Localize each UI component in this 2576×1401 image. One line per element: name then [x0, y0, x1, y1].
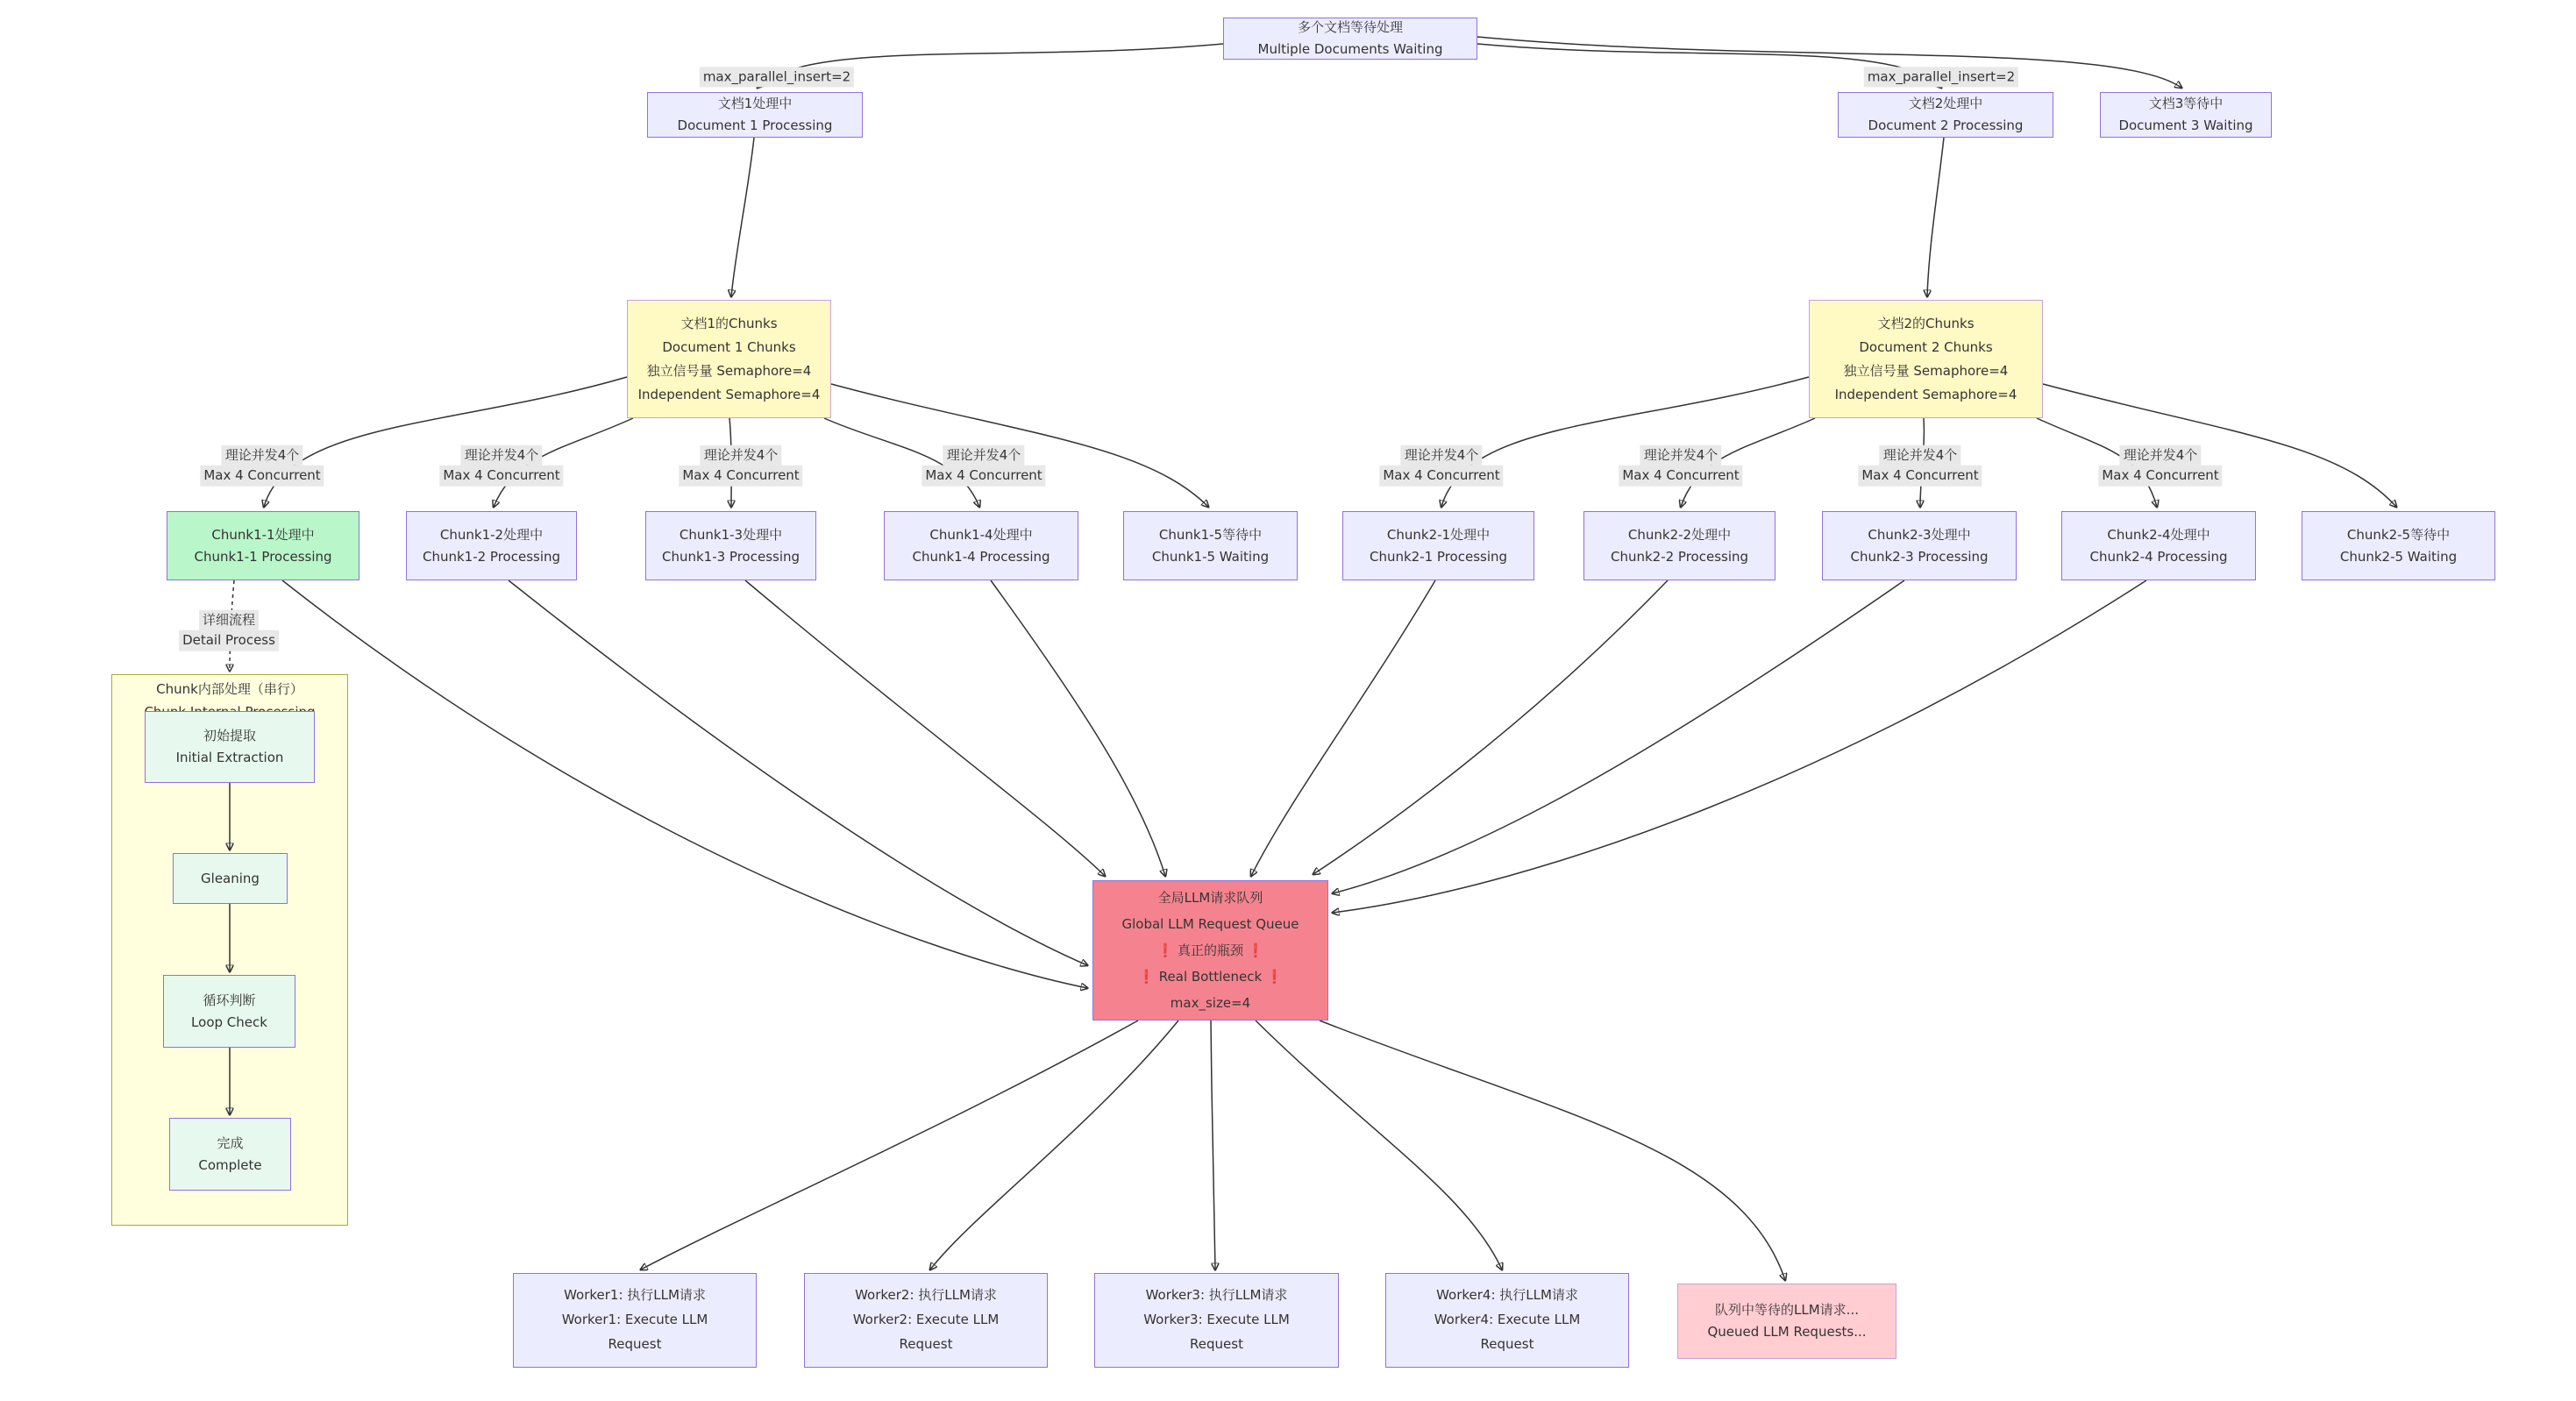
- edge-c22-queue: [1313, 580, 1668, 874]
- node-line: Document 2 Chunks: [1859, 338, 1993, 355]
- edge-label-line: 理论并发4个: [2120, 445, 2202, 466]
- edge-c21-queue: [1251, 580, 1435, 876]
- edge-label-line: 详细流程: [199, 610, 259, 630]
- node-worker2: [804, 1273, 1048, 1368]
- node-loop-check: [163, 975, 295, 1048]
- node-line: 文档3等待中: [2148, 96, 2224, 112]
- edge-label-line: Max 4 Concurrent: [200, 466, 324, 486]
- node-line: Queued LLM Requests...: [1707, 1324, 1867, 1340]
- node-line: Worker2: Execute LLM: [852, 1312, 1000, 1328]
- node-line: Multiple Documents Waiting: [1257, 41, 1443, 57]
- node-line: 文档2处理中: [1908, 96, 1983, 112]
- edge-label-lbl-conc-23: [1858, 445, 1982, 487]
- edge-label-lbl-max2: [1864, 67, 2018, 87]
- node-line: 独立信号量 Semaphore=4: [646, 362, 812, 379]
- node-c11: [167, 511, 359, 580]
- node-line: Document 2 Processing: [1868, 117, 2024, 133]
- edge-label-line: Max 4 Concurrent: [922, 466, 1045, 486]
- node-line: Chunk1-4 Processing: [912, 548, 1050, 565]
- node-line: Chunk1-1 Processing: [194, 548, 332, 565]
- node-line: max_size=4: [1170, 995, 1251, 1011]
- edge-label-lbl-max1: [700, 67, 854, 87]
- node-line: Chunk1-1处理中: [211, 526, 315, 543]
- node-line: Loop Check: [191, 1013, 267, 1030]
- node-line: Chunk1-3 Processing: [661, 548, 801, 565]
- node-line: Complete: [198, 1156, 262, 1173]
- node-line: Chunk1-3处理中: [679, 526, 783, 543]
- edge-label-line: 理论并发4个: [461, 445, 543, 466]
- edges-group: [230, 37, 2396, 1280]
- node-line: Worker1: 执行LLM请求: [564, 1287, 706, 1304]
- edge-label-line: Max 4 Concurrent: [1379, 466, 1503, 486]
- edge-label-line: Max 4 Concurrent: [1619, 466, 1742, 486]
- node-c15: [1123, 511, 1298, 580]
- node-line: Chunk2-1处理中: [1386, 526, 1491, 543]
- node-line: Chunk2-5 Waiting: [2339, 548, 2458, 565]
- edge-c24-queue: [1333, 580, 2146, 913]
- node-line: Worker2: 执行LLM请求: [855, 1287, 997, 1304]
- node-line: 文档1处理中: [717, 96, 793, 112]
- edge-label-lbl-conc-14: [922, 445, 1045, 487]
- node-line: 独立信号量 Semaphore=4: [1843, 362, 2009, 379]
- node-line: 多个文档等待处理: [1297, 19, 1403, 36]
- node-chunks2: [1809, 300, 2043, 418]
- edge-label-lbl-conc-21: [1379, 445, 1503, 487]
- edge-c14-queue: [991, 580, 1165, 876]
- node-c12: [406, 511, 577, 580]
- node-line: Chunk2-3处理中: [1868, 526, 1971, 543]
- node-line: Chunk2-2 Processing: [1610, 548, 1749, 565]
- node-line: 循环判断: [203, 992, 256, 1008]
- node-line: Document 3 Waiting: [2118, 117, 2253, 133]
- node-line: Initial Extraction: [175, 750, 284, 765]
- edge-label-line: Max 4 Concurrent: [1858, 466, 1982, 486]
- edge-doc2-chunks2: [1927, 138, 1944, 296]
- node-c13: [645, 511, 816, 580]
- node-doc2: [1838, 92, 2053, 138]
- node-line: ❗ Real Bottleneck ❗: [1138, 969, 1283, 985]
- node-line: Worker4: 执行LLM请求: [1436, 1287, 1578, 1304]
- node-chunks1: [627, 300, 831, 418]
- node-line: Chunk2-5等待中: [2346, 526, 2451, 543]
- edge-c13-queue: [745, 580, 1105, 876]
- node-line: Chunk2-3 Processing: [1850, 548, 1989, 565]
- node-c24: [2061, 511, 2256, 580]
- node-line: Chunk1-2 Processing: [422, 548, 561, 565]
- node-line: Global LLM Request Queue: [1121, 916, 1299, 932]
- node-worker3: [1094, 1273, 1339, 1368]
- edge-top-doc3: [1477, 37, 2181, 88]
- node-c14: [884, 511, 1078, 580]
- edge-label-lbl-conc-11: [200, 445, 324, 487]
- node-extract: [145, 711, 315, 783]
- node-worker4: [1385, 1273, 1629, 1368]
- node-line: Chunk1-5 Waiting: [1151, 548, 1270, 565]
- node-line: Worker3: Execute LLM: [1143, 1312, 1290, 1328]
- edge-chunks2-c21: [1441, 377, 1809, 507]
- node-line: Chunk1-2处理中: [439, 526, 544, 543]
- node-line: Chunk2-2处理中: [1627, 526, 1732, 543]
- edge-queue-queued: [1320, 1021, 1785, 1280]
- edge-label-lbl-detail: [179, 610, 279, 651]
- node-line: ❗ 真正的瓶颈 ❗: [1156, 942, 1264, 958]
- edge-doc1-chunks1: [731, 138, 754, 296]
- edge-label-line: 理论并发4个: [1401, 445, 1483, 466]
- node-c25: [2302, 511, 2495, 580]
- node-line: Worker3: 执行LLM请求: [1145, 1287, 1288, 1304]
- edge-label-line: max_parallel_insert=2: [700, 67, 854, 87]
- node-line: Request: [899, 1335, 953, 1352]
- edge-c11-queue: [282, 580, 1087, 988]
- node-line: Chunk2-1 Processing: [1369, 548, 1508, 565]
- node-line: Worker1: Execute LLM: [561, 1312, 708, 1328]
- node-line: Document 1 Chunks: [662, 338, 796, 355]
- node-line: Worker4: Execute LLM: [1434, 1312, 1581, 1328]
- edge-label-line: 理论并发4个: [1880, 445, 1961, 466]
- edge-label-line: Max 4 Concurrent: [2098, 466, 2222, 486]
- edge-label-line: 理论并发4个: [943, 445, 1025, 466]
- node-queue: [1092, 880, 1328, 1021]
- edge-label-line: 理论并发4个: [701, 445, 782, 466]
- node-line: Chunk2-4处理中: [2107, 526, 2210, 543]
- node-line: 初始提取: [203, 728, 256, 744]
- node-line: Request: [608, 1335, 662, 1352]
- edge-label-line: Max 4 Concurrent: [439, 466, 563, 486]
- node-doc1: [647, 92, 863, 138]
- node-c22: [1583, 511, 1775, 580]
- edge-c12-queue: [509, 580, 1087, 965]
- edge-label-line: Max 4 Concurrent: [679, 466, 802, 486]
- edge-label-lbl-conc-12: [439, 445, 563, 487]
- edge-label-line: 理论并发4个: [1640, 445, 1722, 466]
- edge-label-line: 理论并发4个: [222, 445, 303, 466]
- edge-label-lbl-conc-13: [679, 445, 802, 487]
- edge-queue-worker3: [1211, 1021, 1215, 1269]
- edge-queue-worker2: [930, 1021, 1178, 1269]
- node-c23: [1822, 511, 2017, 580]
- edge-label-line: Detail Process: [179, 630, 279, 651]
- cluster-title-line: Chunk内部处理（串行）: [156, 681, 303, 697]
- node-queued: [1677, 1284, 1896, 1359]
- node-line: Independent Semaphore=4: [637, 386, 821, 402]
- node-line: Chunk1-5等待中: [1158, 526, 1263, 543]
- node-c21: [1342, 511, 1534, 580]
- edge-label-line: max_parallel_insert=2: [1864, 67, 2018, 87]
- node-line: 文档1的Chunks: [680, 315, 778, 331]
- node-line: 全局LLM请求队列: [1157, 890, 1263, 906]
- edge-label-lbl-conc-24: [2098, 445, 2222, 487]
- node-line: 文档2的Chunks: [1877, 315, 1975, 331]
- node-line: Chunk2-4 Processing: [2089, 548, 2228, 565]
- edge-label-lbl-conc-22: [1619, 445, 1742, 487]
- node-line: 完成: [217, 1134, 244, 1151]
- node-line: Request: [1480, 1335, 1534, 1352]
- node-line: 队列中等待的LLM请求...: [1715, 1302, 1859, 1319]
- edge-c23-queue: [1333, 580, 1904, 893]
- node-worker1: [513, 1273, 757, 1368]
- node-multi-docs: [1223, 18, 1477, 60]
- node-complete: [169, 1118, 291, 1191]
- node-line: Independent Semaphore=4: [1834, 386, 2017, 402]
- node-line: Request: [1190, 1335, 1243, 1352]
- edge-queue-worker1: [641, 1021, 1138, 1269]
- node-line: Chunk1-4处理中: [929, 526, 1033, 543]
- node-doc3: [2100, 92, 2272, 138]
- edge-queue-worker4: [1256, 1021, 1502, 1269]
- node-line: Gleaning: [201, 870, 260, 886]
- node-gleaning: [173, 853, 288, 904]
- node-line: Document 1 Processing: [677, 117, 833, 133]
- edge-chunks1-c11: [264, 377, 627, 507]
